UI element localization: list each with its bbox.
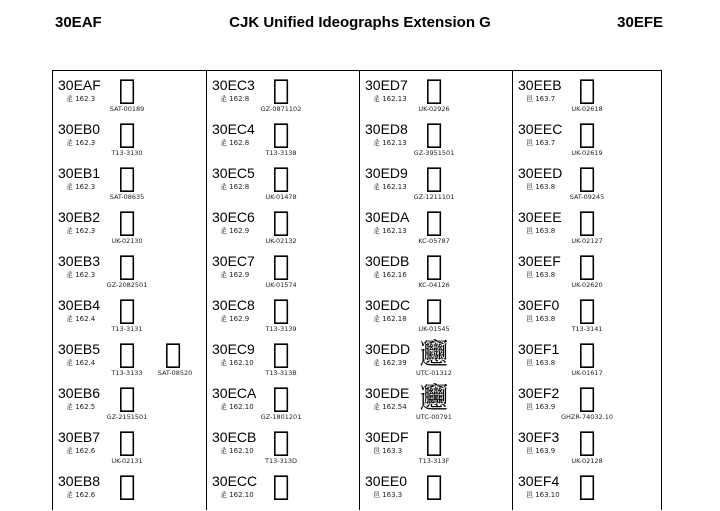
code-point-cell [513,379,666,423]
source-reference: UK-02131 [111,457,143,465]
code-point-label: 30ECC [212,473,258,489]
code-point-cell [513,203,666,247]
radical-stroke-index: 辵 162.10 [220,403,254,411]
radical-stroke-index: 邑 163.8 [526,315,556,323]
radical-stroke-index: 辵 162.6 [66,491,96,499]
radical-stroke-index: 辵 162.9 [220,315,250,323]
code-point-label: 30EAF [58,77,101,93]
code-point-label: 30EEC [518,121,563,137]
code-point-label: 30EDD [365,341,411,357]
ideograph-glyph: 𰺸 [118,469,136,502]
source-reference: UK-01478 [265,193,297,201]
code-point-cell [513,115,666,159]
code-point-label: 30EB5 [58,341,101,357]
source-reference: GZ-3951501 [413,149,455,157]
code-point-label: 30EF0 [518,297,560,313]
source-reference: T13-313D [265,457,297,465]
radical-stroke-index: 邑 163.9 [526,403,556,411]
ideograph-glyph: 𰻟 [425,425,443,458]
source-reference: KC-05787 [418,237,450,245]
radical-stroke-index: 辵 162.3 [66,95,96,103]
code-point-label: 30EB2 [58,209,101,225]
code-point-cell [513,71,666,115]
radical-stroke-index: 辵 162.10 [220,447,254,455]
ideograph-glyph: 𰻉 [272,337,290,370]
source-reference: KC-04126 [418,281,450,289]
code-point-cell [207,203,360,247]
code-point-cell [360,247,513,291]
source-reference: T13-3139 [265,325,297,333]
code-point-label: 30EC3 [212,77,255,93]
code-point-cell [53,379,206,423]
radical-stroke-index: 辵 162.10 [220,491,254,499]
ideograph-glyph: 𰻠 [425,469,443,502]
ideograph-glyph: 𰻬 [578,117,596,150]
ideograph-glyph: 𰺷 [118,425,136,458]
code-point-cell [207,423,360,467]
radical-stroke-index: 邑 163.8 [526,359,556,367]
ideograph-glyph: 𰻃 [272,73,290,106]
radical-stroke-index: 邑 163.8 [526,183,556,191]
code-point-label: 30EDC [365,297,411,313]
radical-stroke-index: 邑 163.7 [526,95,556,103]
radical-stroke-index: 邑 163.7 [526,139,556,147]
ideograph-glyph: 𰻄 [272,117,290,150]
code-point-label: 30EF3 [518,429,560,445]
ideograph-glyph: 𰺱 [118,161,136,194]
code-point-cell [53,203,206,247]
radical-stroke-index: 辵 162.9 [220,271,250,279]
source-reference: UK-02618 [571,105,603,113]
source-reference: SAT-09245 [569,193,605,201]
radical-stroke-index: 辵 162.6 [66,447,96,455]
ideograph-glyph: 𰻋 [272,425,290,458]
code-point-label: 30EF4 [518,473,560,489]
ideograph-glyph: 𰻳 [578,425,596,458]
code-point-label: 30EF1 [518,341,560,357]
source-reference: UK-02128 [571,457,603,465]
ideograph-glyph: 𰻱 [578,337,596,370]
code-point-label: 30EF2 [518,385,560,401]
source-reference-variant: SAT-08520 [157,369,193,377]
code-point-cell [207,159,360,203]
code-point-cell [513,247,666,291]
code-point-cell [360,71,513,115]
code-chart-grid [52,70,662,510]
ideograph-glyph: 𰻈 [272,293,290,326]
code-point-label: 30EDE [365,385,410,401]
radical-stroke-index: 邑 163.3 [373,491,403,499]
source-reference: UK-01617 [571,369,603,377]
code-point-label: 30ED7 [365,77,408,93]
code-point-cell [53,423,206,467]
radical-stroke-index: 辵 162.13 [373,227,407,235]
ideograph-glyph-variant: 𰺵 [164,337,182,370]
page-title: CJK Unified Ideographs Extension G [229,14,491,31]
ideograph-glyph: 𰺴 [118,293,136,326]
chart-column [206,71,360,510]
code-point-cell [360,335,513,379]
source-reference: GZ-1211101 [413,193,455,201]
code-point-cell [513,159,666,203]
radical-stroke-index: 邑 163.8 [526,271,556,279]
ideograph-glyph: 𰻌 [272,469,290,502]
code-point-label: 30EC7 [212,253,255,269]
ideograph-glyph: 𰺶 [118,381,136,414]
code-point-label: 30ED9 [365,165,408,181]
radical-stroke-index: 辵 162.4 [66,315,96,323]
code-point-cell [53,467,206,511]
code-point-cell [207,291,360,335]
code-point-cell [207,467,360,511]
radical-stroke-index: 辵 162.3 [66,227,96,235]
radical-stroke-index: 辵 162.18 [373,315,407,323]
code-point-cell [513,291,666,335]
code-point-label: 30EDF [365,429,409,445]
radical-stroke-index: 辵 162.3 [66,139,96,147]
source-reference: T13-3130 [111,149,143,157]
radical-stroke-index: 辵 162.13 [373,95,407,103]
ideograph-glyph: 𰻅 [272,161,290,194]
radical-stroke-index: 辵 162.39 [373,359,407,367]
code-point-label: 30EEB [518,77,562,93]
code-point-cell [360,379,513,423]
source-reference: UK-01574 [265,281,297,289]
radical-stroke-index: 辵 162.54 [373,403,407,411]
code-point-label: 30EB0 [58,121,101,137]
ideograph-glyph: 𰻜 [425,293,443,326]
ideograph-glyph: 𰻮 [578,205,596,238]
code-point-label: 30ECA [212,385,257,401]
radical-stroke-index: 辵 162.8 [220,95,250,103]
code-point-cell [207,71,360,115]
source-reference: T13-313B [265,369,297,377]
code-point-cell [360,159,513,203]
ideograph-glyph: 𰺳 [118,249,136,282]
code-point-label: 30EB4 [58,297,101,313]
source-reference: UK-01545 [418,325,450,333]
source-reference: SAT-08635 [109,193,145,201]
radical-stroke-index: 辵 162.4 [66,359,96,367]
ideograph-glyph: 𰻯 [578,249,596,282]
ideograph-glyph: 𰺯 [118,73,136,106]
code-point-label: 30EC8 [212,297,255,313]
code-point-label: 30EDB [365,253,410,269]
code-point-cell [207,247,360,291]
code-point-label: 30EC4 [212,121,255,137]
ideograph-glyph: 𰻘 [425,117,443,150]
source-reference: UK-02926 [418,105,450,113]
ideograph-glyph: 𰻫 [578,73,596,106]
source-reference: UTC-00791 [416,413,452,421]
source-reference: UTC-01312 [416,369,452,377]
chart-column [359,71,513,510]
radical-stroke-index: 邑 163.10 [526,491,560,499]
radical-stroke-index: 辵 162.8 [220,139,250,147]
code-point-label: 30EB8 [58,473,101,489]
radical-stroke-index: 邑 163.3 [373,447,403,455]
code-point-cell [207,379,360,423]
code-point-label: 30EE0 [365,473,408,489]
chart-column [512,71,666,510]
ideograph-glyph: 𰻭 [578,161,596,194]
code-point-cell [513,467,666,511]
source-reference: GZ-0871102 [260,105,302,113]
source-reference: UK-02127 [571,237,603,245]
radical-stroke-index: 辵 162.3 [66,183,96,191]
code-point-cell [513,423,666,467]
source-reference: UK-02130 [111,237,143,245]
source-reference: T13-313F [418,457,450,465]
code-point-cell [53,335,206,379]
code-point-cell [53,115,206,159]
code-point-label: 30EC6 [212,209,255,225]
ideograph-glyph: 𰻛 [425,249,443,282]
source-reference: SAT-00189 [109,105,145,113]
code-point-cell [360,467,513,511]
radical-stroke-index: 邑 163.8 [526,227,556,235]
code-point-label: 30EB3 [58,253,101,269]
radical-stroke-index: 邑 163.9 [526,447,556,455]
code-point-cell [53,159,206,203]
radical-stroke-index: 辵 162.8 [220,183,250,191]
code-point-cell [360,115,513,159]
source-reference: UK-02132 [265,237,297,245]
radical-stroke-index: 辵 162.10 [220,359,254,367]
ideograph-glyph: 𰺵 [118,337,136,370]
ideograph-glyph: 𰻝 [419,337,448,370]
code-point-label: 30EB1 [58,165,101,181]
code-point-label: 30EC5 [212,165,255,181]
code-point-label: 30EB6 [58,385,101,401]
ideograph-glyph: 𰻲 [578,381,596,414]
code-point-cell [360,203,513,247]
range-start-code: 30EAF [55,14,102,31]
code-point-label: 30ED8 [365,121,408,137]
ideograph-glyph: 𰻊 [272,381,290,414]
radical-stroke-index: 辵 162.13 [373,183,407,191]
source-reference: GZ-2082501 [106,281,148,289]
ideograph-glyph: 𰻚 [425,205,443,238]
radical-stroke-index: 辵 162.3 [66,271,96,279]
source-reference: T13-3133 [111,369,143,377]
code-point-label: 30EEF [518,253,561,269]
code-point-cell [360,423,513,467]
source-reference: GZ-1801201 [260,413,302,421]
radical-stroke-index: 辵 162.13 [373,139,407,147]
ideograph-glyph: 𰺰 [118,117,136,150]
code-point-cell [53,247,206,291]
range-end-code: 30EFE [617,14,663,31]
source-reference: T13-3131 [111,325,143,333]
radical-stroke-index: 辵 162.16 [373,271,407,279]
source-reference: T13-3138 [265,149,297,157]
code-point-label: 30EC9 [212,341,255,357]
source-reference: UK-02619 [571,149,603,157]
code-point-cell [207,115,360,159]
code-point-cell [360,291,513,335]
ideograph-glyph: 𰻇 [272,249,290,282]
source-reference: GHZR-74032.10 [561,413,613,421]
code-point-label: 30ECB [212,429,257,445]
code-point-label: 30EED [518,165,563,181]
radical-stroke-index: 辵 162.9 [220,227,250,235]
ideograph-glyph: 𰻴 [578,469,596,502]
code-point-label: 30EDA [365,209,410,225]
ideograph-glyph: 𰻗 [425,73,443,106]
source-reference: GZ-2151501 [106,413,148,421]
code-point-cell [207,335,360,379]
ideograph-glyph: 𰻰 [578,293,596,326]
ideograph-glyph: 𰺲 [118,205,136,238]
code-point-cell [53,71,206,115]
ideograph-glyph: 𰻙 [425,161,443,194]
ideograph-glyph: 𰻆 [272,205,290,238]
source-reference: UK-02620 [571,281,603,289]
radical-stroke-index: 辵 162.5 [66,403,96,411]
code-point-cell [53,291,206,335]
code-point-label: 30EEE [518,209,562,225]
ideograph-glyph: 𰻞 [419,381,448,414]
source-reference: T13-3141 [571,325,603,333]
code-point-label: 30EB7 [58,429,101,445]
code-point-cell [513,335,666,379]
chart-column [53,71,206,510]
